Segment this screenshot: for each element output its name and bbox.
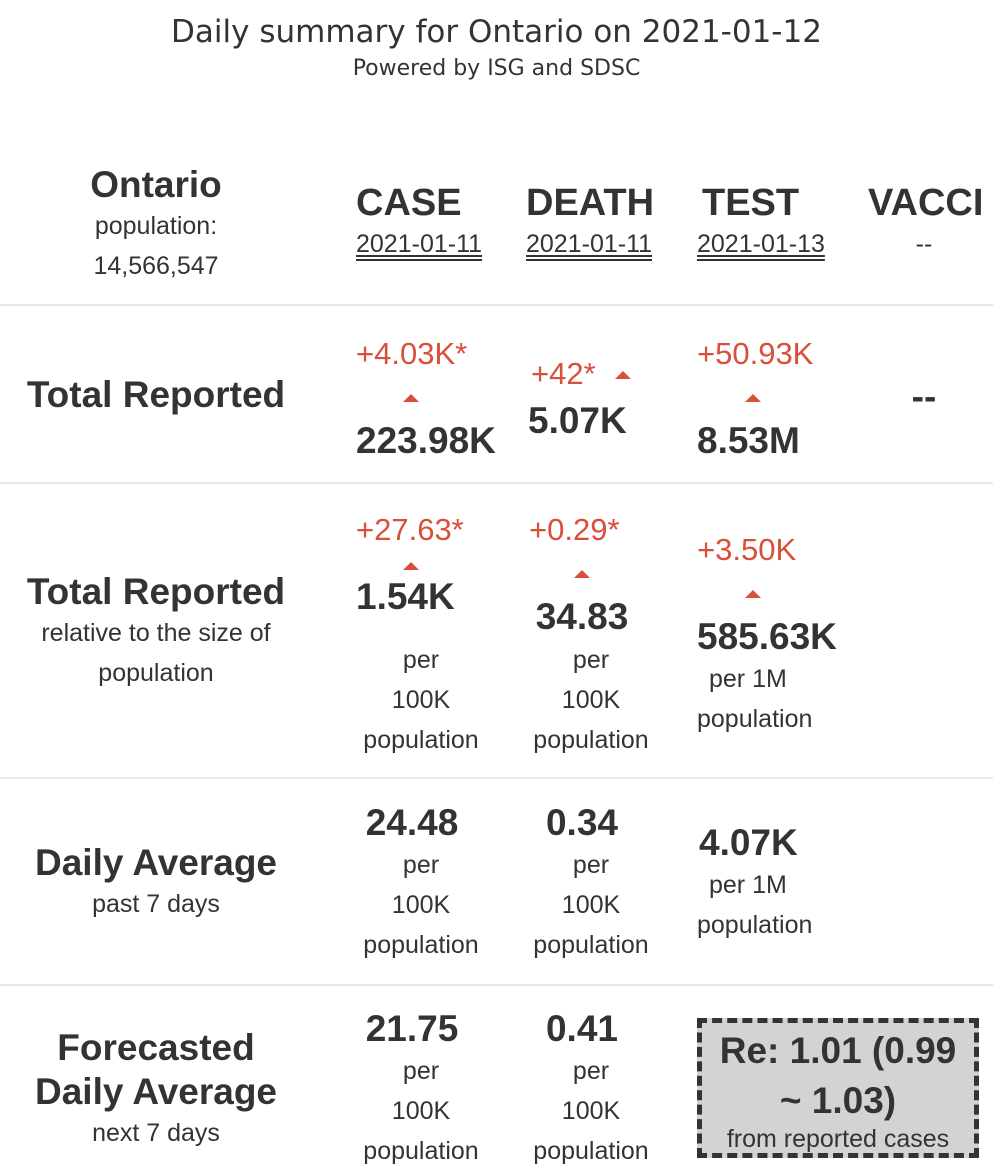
case-forecast-unit-2: 100K bbox=[391, 1097, 451, 1125]
death-relative-unit-1: per bbox=[572, 646, 610, 674]
case-average-value: 24.48 bbox=[365, 802, 459, 843]
re-estimate-line-2: ~ 1.03) bbox=[779, 1080, 897, 1121]
test-relative-delta: +3.50K bbox=[697, 532, 797, 567]
case-total-arrow-icon bbox=[403, 394, 419, 402]
column-date-case[interactable]: 2021-01-11 bbox=[356, 230, 483, 258]
column-name-death: DEATH bbox=[526, 182, 655, 224]
case-forecast-value: 21.75 bbox=[365, 1008, 459, 1049]
death-forecast-unit-1: per bbox=[572, 1057, 610, 1085]
region-name: Ontario bbox=[90, 164, 222, 205]
test-total-delta: +50.93K bbox=[697, 336, 814, 371]
death-relative-unit-2: 100K bbox=[561, 686, 621, 714]
death-relative-unit bbox=[526, 640, 656, 760]
test-average-value: 4.07K bbox=[699, 822, 798, 863]
test-average-unit bbox=[697, 865, 837, 945]
case-total-delta: +4.03K* bbox=[356, 336, 468, 371]
case-relative-unit-3: population bbox=[363, 726, 479, 754]
death-forecast-unit-3: population bbox=[533, 1137, 649, 1165]
row-label-forecast bbox=[0, 1026, 312, 1152]
row-label-relative bbox=[0, 571, 312, 693]
test-relative-unit bbox=[697, 659, 837, 739]
death-relative-arrow-icon bbox=[574, 570, 590, 578]
case-average-unit bbox=[356, 845, 486, 965]
test-average-unit-2: population bbox=[697, 911, 813, 939]
test-relative-value: 585.63K bbox=[697, 616, 837, 657]
case-average-unit-2: 100K bbox=[391, 891, 451, 919]
row-label-relative-sub-2: population bbox=[98, 659, 214, 687]
row-label-total-reported: Total Reported bbox=[26, 374, 286, 415]
page-title: Daily summary for Ontario on 2021-01-12 bbox=[171, 14, 822, 50]
row-label-relative-sub-1: relative to the size of bbox=[41, 619, 271, 647]
case-forecast-unit-3: population bbox=[363, 1137, 479, 1165]
case-average-unit-1: per bbox=[402, 851, 440, 879]
death-total-delta: +42* bbox=[531, 356, 596, 391]
row-label-forecast-sub: next 7 days bbox=[92, 1119, 220, 1147]
column-date-death[interactable]: 2021-01-11 bbox=[526, 230, 653, 258]
case-forecast-unit-1: per bbox=[402, 1057, 440, 1085]
column-name-test: TEST bbox=[702, 182, 800, 224]
column-header-death bbox=[526, 182, 654, 264]
column-date-vaccine: -- bbox=[915, 230, 933, 258]
row-label-forecast-title-1: Forecasted bbox=[57, 1027, 255, 1068]
population-value: 14,566,547 bbox=[93, 252, 219, 280]
death-total-value: 5.07K bbox=[528, 400, 627, 441]
row-label-daily-average-sub: past 7 days bbox=[92, 890, 220, 918]
column-header-vaccine bbox=[868, 182, 993, 264]
case-relative-delta: +27.63* bbox=[356, 512, 464, 547]
re-estimate-line-1: Re: 1.01 (0.99 bbox=[719, 1030, 957, 1071]
test-average-unit-1: per 1M bbox=[709, 871, 787, 899]
case-relative-unit-1: per bbox=[402, 646, 440, 674]
test-relative-unit-2: population bbox=[697, 705, 813, 733]
column-name-case: CASE bbox=[356, 182, 462, 224]
death-total-arrow-icon bbox=[615, 371, 631, 379]
death-relative-unit-3: population bbox=[533, 726, 649, 754]
test-relative-unit-1: per 1M bbox=[709, 665, 787, 693]
case-forecast-unit bbox=[356, 1051, 486, 1171]
test-relative-arrow-icon bbox=[745, 590, 761, 598]
death-average-unit-1: per bbox=[572, 851, 610, 879]
row-label-forecast-title-2: Daily Average bbox=[35, 1071, 277, 1112]
row-divider bbox=[0, 304, 993, 306]
death-average-unit bbox=[526, 845, 656, 965]
column-header-case bbox=[356, 182, 482, 264]
death-relative-value: 34.83 bbox=[535, 596, 629, 637]
case-relative-unit bbox=[356, 640, 486, 760]
page-subtitle: Powered by ISG and SDSC bbox=[352, 56, 641, 81]
region-info bbox=[0, 164, 312, 286]
re-estimate-box bbox=[697, 1018, 979, 1158]
death-forecast-value: 0.41 bbox=[545, 1008, 618, 1049]
death-forecast-unit-2: 100K bbox=[561, 1097, 621, 1125]
column-header-test bbox=[697, 182, 825, 264]
death-forecast-cell bbox=[526, 1008, 638, 1050]
case-average-cell bbox=[356, 802, 468, 844]
death-average-value: 0.34 bbox=[545, 802, 618, 843]
case-relative-value: 1.54K bbox=[356, 576, 455, 617]
death-forecast-unit bbox=[526, 1051, 656, 1171]
case-relative-unit-2: 100K bbox=[391, 686, 451, 714]
case-forecast-cell bbox=[356, 1008, 468, 1050]
death-average-unit-2: 100K bbox=[561, 891, 621, 919]
row-divider bbox=[0, 777, 993, 779]
row-label-daily-average-title: Daily Average bbox=[35, 842, 277, 883]
row-divider bbox=[0, 984, 993, 986]
death-average-unit-3: population bbox=[533, 931, 649, 959]
case-relative-cell bbox=[356, 510, 486, 618]
row-label-relative-title: Total Reported bbox=[26, 571, 286, 612]
re-estimate-note: from reported cases bbox=[726, 1125, 950, 1153]
case-total-value: 223.98K bbox=[356, 420, 496, 461]
population-label: population: bbox=[94, 212, 218, 240]
test-total-arrow-icon bbox=[745, 394, 761, 402]
case-relative-arrow-icon bbox=[403, 562, 419, 570]
row-divider bbox=[0, 482, 993, 484]
vaccine-total-value: -- bbox=[911, 376, 937, 417]
column-name-vaccine: VACCI bbox=[868, 182, 984, 224]
case-average-unit-3: population bbox=[363, 931, 479, 959]
death-average-cell bbox=[526, 802, 638, 844]
row-label-daily-average bbox=[0, 842, 312, 924]
test-total-value: 8.53M bbox=[697, 420, 800, 461]
column-date-test[interactable]: 2021-01-13 bbox=[697, 230, 825, 258]
death-relative-delta: +0.29* bbox=[529, 512, 620, 547]
